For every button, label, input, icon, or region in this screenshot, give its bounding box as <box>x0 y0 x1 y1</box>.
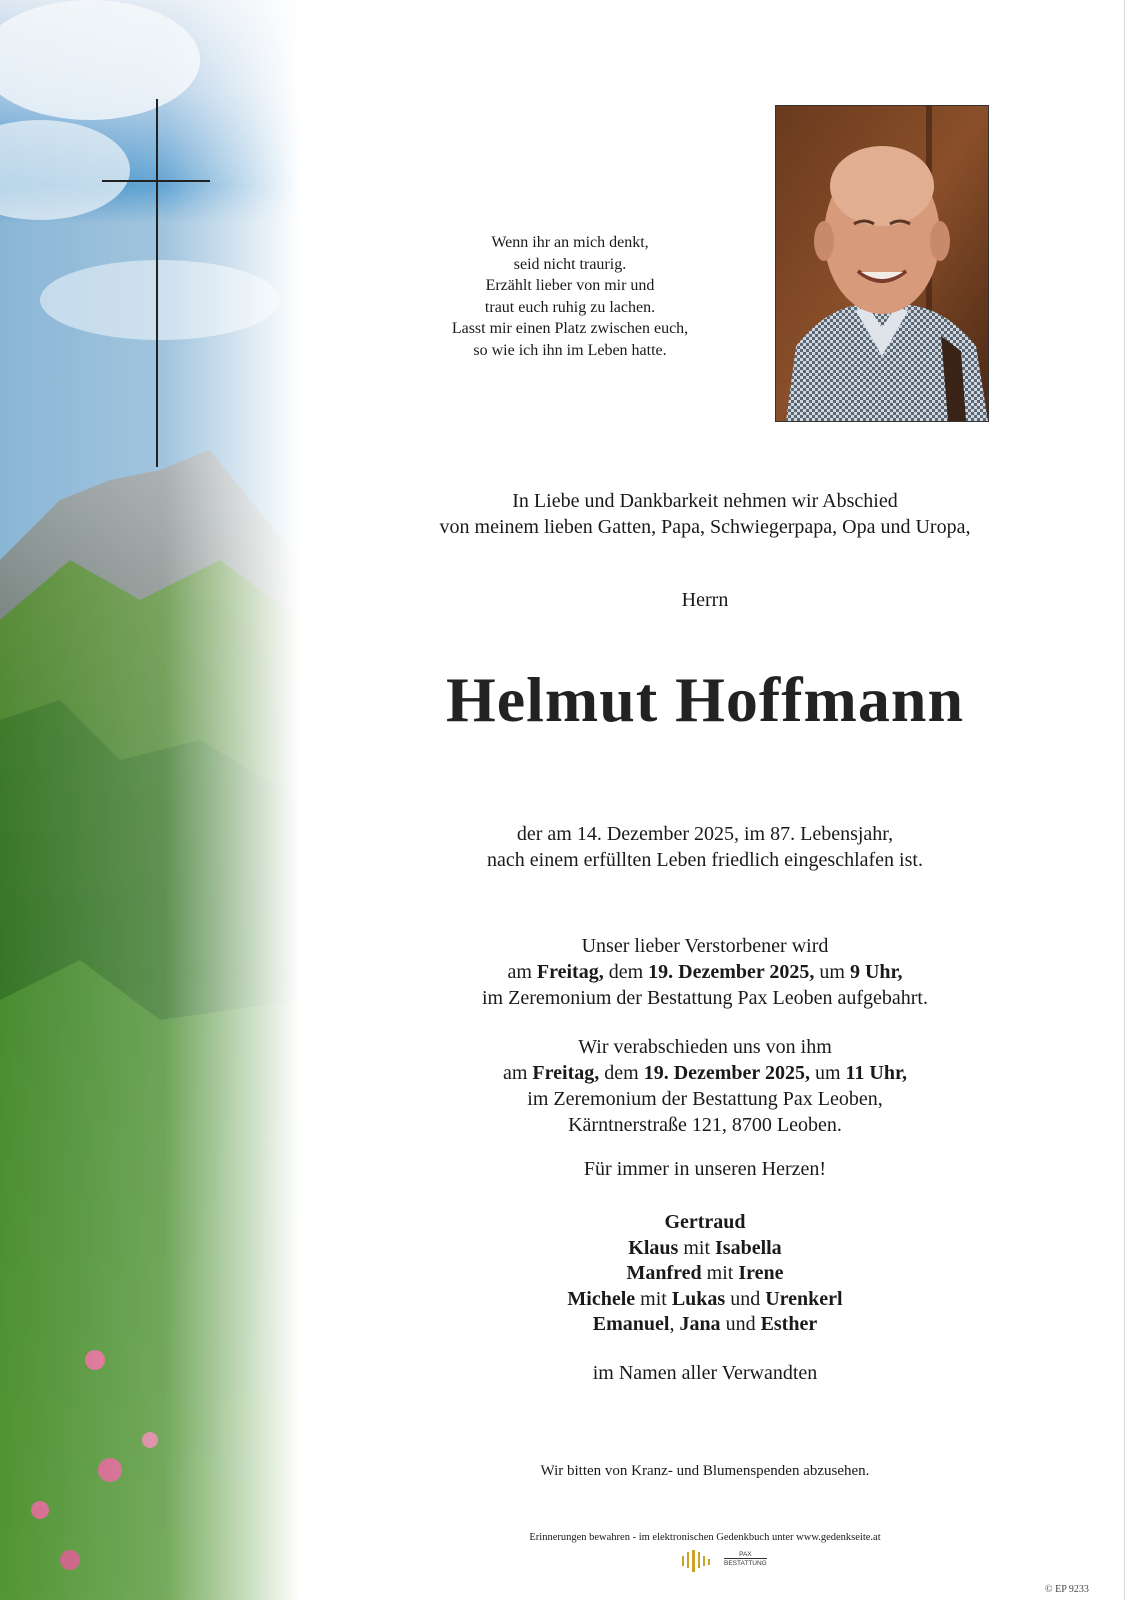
text-part: um <box>809 1062 846 1084</box>
cross-icon-bar <box>102 180 210 182</box>
family-row <box>398 1236 1012 1262</box>
donations-note: Wir bitten von Kranz- und Blumenspenden abzusehen. <box>540 1463 870 1479</box>
poem-line: seid nicht traurig. <box>513 255 627 273</box>
text-part: , <box>669 1313 680 1335</box>
death-notice <box>398 821 1012 873</box>
viewing-line: im Zeremonium der Bestattung Pax Leoben aufgebahrt. <box>482 987 928 1009</box>
mountain-landscape-image <box>0 0 300 1600</box>
viewing-time: 9 Uhr, <box>849 961 903 983</box>
death-line: der am 14. Dezember 2025, im 87. Lebensjahr, <box>516 823 894 845</box>
family-name: Klaus <box>628 1236 679 1259</box>
death-line: nach einem erfüllten Leben friedlich eingeschlafen ist. <box>487 849 923 871</box>
family-row <box>398 1210 1012 1236</box>
family-row <box>398 1287 1012 1313</box>
forever-line: Für immer in unseren Herzen! <box>583 1158 827 1180</box>
farewell-line: im Zeremonium der Bestattung Pax Leoben, <box>527 1088 883 1110</box>
farewell-line: Wir verabschieden uns von ihm <box>578 1036 832 1058</box>
salutation: Herrn <box>681 589 729 611</box>
text-part: mit <box>635 1287 672 1310</box>
farewell-time: 11 Uhr, <box>845 1062 908 1084</box>
document-code: © EP 9233 <box>1045 1584 1089 1595</box>
relatives-line: im Namen aller Verwandten <box>592 1362 818 1384</box>
family-name: Urenkerl <box>765 1287 843 1310</box>
farewell-date: 19. Dezember 2025, <box>643 1062 810 1084</box>
family-name: Emanuel <box>592 1313 670 1335</box>
farewell-info <box>398 1034 1012 1138</box>
family-name: Manfred <box>626 1262 702 1284</box>
viewing-day: Freitag, <box>536 961 604 983</box>
logo-line: PAX <box>724 1551 767 1559</box>
viewing-info <box>398 933 1012 1011</box>
farewell-date-line <box>398 1060 1012 1086</box>
family-name: Lukas <box>671 1287 726 1310</box>
memory-book-note: Erinnerungen bewahren - im elektronischen Gedenkbuch unter www.gedenkseite.at <box>529 1532 881 1543</box>
family-row <box>398 1312 1012 1338</box>
viewing-line: Unser lieber Verstorbener wird <box>581 935 829 957</box>
text-part: mit <box>678 1236 715 1259</box>
viewing-date: 19. Dezember 2025, <box>648 961 815 983</box>
family-name: Jana <box>679 1313 721 1335</box>
portrait-photo <box>775 105 989 422</box>
farewell-intro <box>398 488 1012 540</box>
logo-text <box>724 1551 767 1567</box>
intro-line: In Liebe und Dankbarkeit nehmen wir Abschied <box>512 490 898 512</box>
text-part: um <box>814 961 850 983</box>
poem <box>410 232 730 361</box>
poem-line: Wenn ihr an mich denkt, <box>491 234 649 251</box>
family-name: Isabella <box>715 1236 782 1259</box>
family-list <box>398 1210 1012 1338</box>
text-part: und <box>725 1287 766 1310</box>
family-name: Michele <box>567 1287 636 1310</box>
farewell-day: Freitag, <box>532 1062 600 1084</box>
poem-line: traut euch ruhig zu lachen. <box>484 298 656 316</box>
intro-line: von meinem lieben Gatten, Papa, Schwiegerpapa, Opa und Uropa, <box>439 516 971 538</box>
text-part: am <box>507 961 537 983</box>
page-edge <box>1124 0 1125 1600</box>
poem-line: so wie ich ihn im Leben hatte. <box>473 341 667 359</box>
text-part: dem <box>599 1062 644 1084</box>
poem-line: Erzählt lieber von mir und <box>485 277 655 294</box>
cross-icon <box>156 99 158 467</box>
family-name: Gertraud <box>664 1211 746 1233</box>
text-part: am <box>502 1062 533 1084</box>
deceased-name: Helmut Hoffmann <box>445 664 965 735</box>
farewell-line: Kärntnerstraße 121, 8700 Leoben. <box>568 1114 842 1136</box>
poem-line: Lasst mir einen Platz zwischen euch, <box>451 320 689 337</box>
logo-line: BESTATTUNG <box>724 1560 767 1567</box>
family-name: Irene <box>738 1262 784 1284</box>
viewing-date-line <box>398 959 1012 985</box>
text-part: dem <box>603 961 649 983</box>
family-name: Esther <box>760 1313 818 1335</box>
family-row <box>398 1261 1012 1287</box>
text-part: mit <box>701 1262 739 1284</box>
text-part: und <box>720 1313 761 1335</box>
